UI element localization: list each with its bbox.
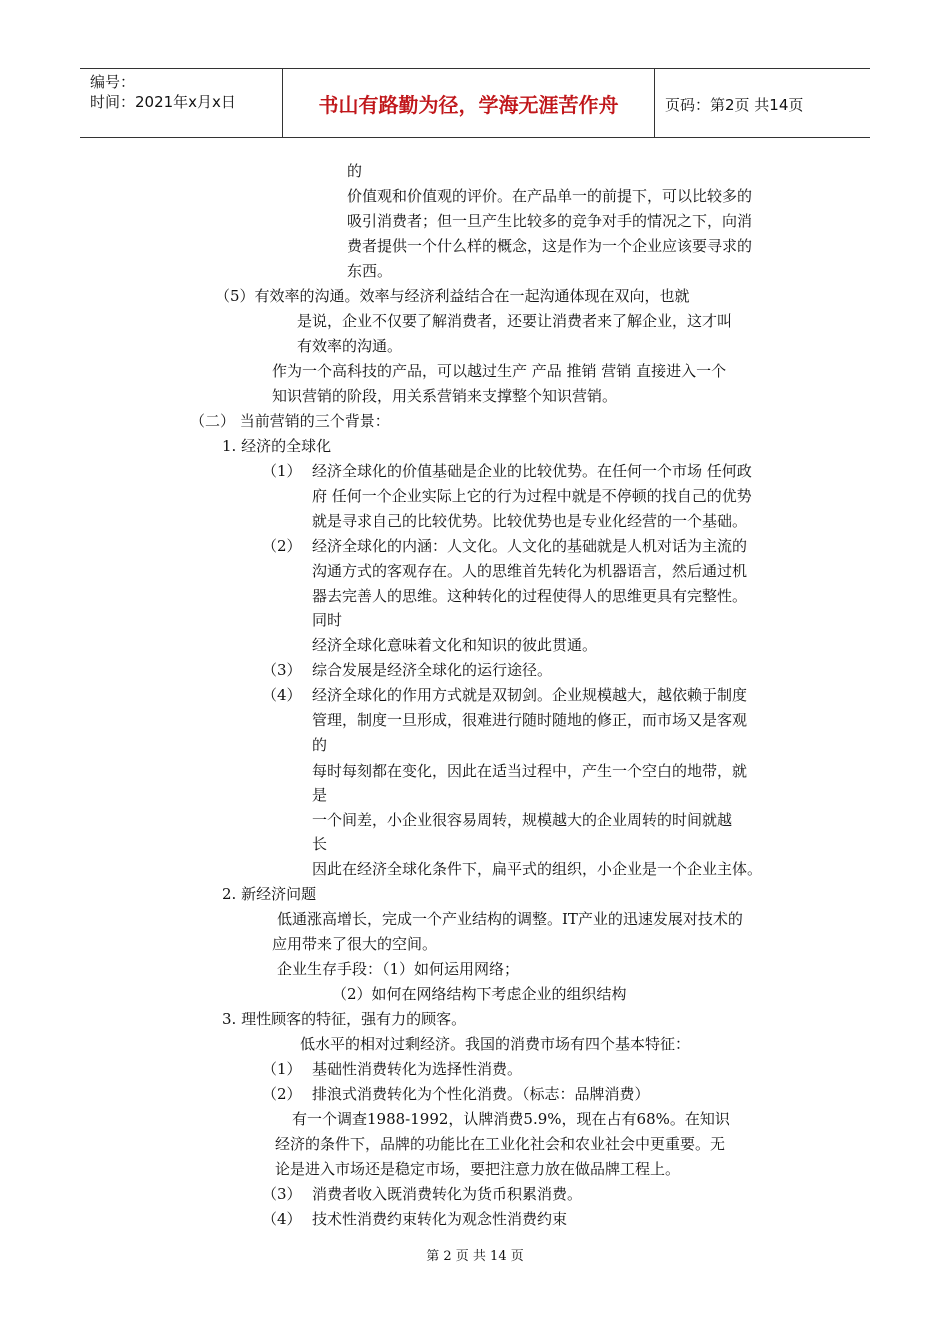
item-number: （4） (262, 686, 302, 704)
text-line: 基础性消费转化为选择性消费。 (312, 1060, 523, 1078)
subsection-heading: 3. 理性顾客的特征，强有力的顾客。 (222, 1010, 467, 1028)
text-line: 府 任何一个企业实际上它的行为过程中就是不停顿的找自己的优势 (312, 487, 752, 505)
motto: 书山有路勤为径，学海无涯苦作舟 (283, 69, 655, 137)
text-line: 同时 (312, 611, 343, 629)
text-line: 沟通方式的客观存在。人的思维首先转化为机器语言，然后通过机 (312, 562, 748, 580)
section-heading: （二） 当前营销的三个背景： (190, 412, 390, 430)
text-line: 有一个调查1988-1992，认牌消费5.9%，现在占有68%。在知识 (292, 1110, 730, 1128)
text-line: 低通涨高增长，完成一个产业结构的调整。IT产业的迅速发展对技术的 (277, 910, 743, 928)
header-table (80, 68, 870, 138)
number-label: 编号： (90, 73, 136, 91)
text-line: 吸引消费者；但一旦产生比较多的竞争对手的情况之下，向消 (347, 212, 753, 230)
text-line: 一个间差，小企业很容易周转，规模越大的企业周转的时间就越 (312, 811, 733, 829)
subsection-heading: 1. 经济的全球化 (222, 437, 332, 455)
item-number: （1） (262, 1060, 302, 1078)
text-line: 经济全球化的内涵：人文化。人文化的基础就是人机对话为主流的 (312, 537, 748, 555)
text-line: 管理，制度一旦形成，很难进行随时随地的修正，而市场又是客观 (312, 711, 748, 729)
text-line: 消费者收入既消费转化为货币积累消费。 (312, 1185, 583, 1203)
item-number: （3） (262, 661, 302, 679)
item-number: （2） (262, 537, 302, 555)
item-number: （2） (262, 1085, 302, 1103)
page-number-label: 页码：第2页 共14页 (665, 96, 804, 114)
text-line: （2）如何在网络结构下考虑企业的组织结构 (332, 985, 627, 1003)
text-line: 经济全球化的作用方式就是双韧剑。企业规模越大，越依赖于制度 (312, 686, 748, 704)
text-line: 器去完善人的思维。这种转化的过程使得人的思维更具有完整性。 (312, 587, 748, 605)
text-line: 因此在经济全球化条件下，扁平式的组织，小企业是一个企业主体。 (312, 860, 763, 878)
text-line: 排浪式消费转化为个性化消费。（标志：品牌消费） (312, 1085, 650, 1103)
text-line: 经济全球化意味着文化和知识的彼此贯通。 (312, 636, 598, 654)
subsection-heading: 2. 新经济问题 (222, 885, 317, 903)
text-line: 的 (347, 162, 363, 180)
text-line: 综合发展是经济全球化的运行途径。 (312, 661, 553, 679)
text-line: 经济的条件下，品牌的功能比在工业化社会和农业社会中更重要。无 (275, 1135, 726, 1153)
text-line: 低水平的相对过剩经济。我国的消费市场有四个基本特征： (300, 1035, 691, 1053)
header-meta-cell (80, 69, 283, 137)
text-line: 的 (312, 736, 328, 754)
page-footer: 第 2 页 共 14 页 (426, 1249, 524, 1264)
text-line: 长 (312, 835, 328, 853)
item-number: （4） (262, 1210, 302, 1228)
text-line: 东西。 (347, 262, 393, 280)
text-line: 论是进入市场还是稳定市场，要把注意力放在做品牌工程上。 (275, 1160, 681, 1178)
text-line: 知识营销的阶段，用关系营销来支撑整个知识营销。 (272, 387, 618, 405)
text-line: 作为一个高科技的产品，可以越过生产 产品 推销 营销 直接进入一个 (272, 362, 727, 380)
text-line: 是说，企业不仅要了解消费者，还要让消费者来了解企业，这才叫 (297, 312, 733, 330)
item-number: （1） (262, 462, 302, 480)
text-line: 经济全球化的价值基础是企业的比较优势。在任何一个市场 任何政 (312, 462, 752, 480)
text-line: 有效率的沟通。 (297, 337, 403, 355)
item-number: （3） (262, 1185, 302, 1203)
text-line: 就是寻求自己的比较优势。比较优势也是专业化经营的一个基础。 (312, 512, 748, 530)
text-line: 企业生存手段：（1）如何运用网络； (277, 960, 520, 978)
text-line: 费者提供一个什么样的概念，这是作为一个企业应该要寻求的 (347, 237, 753, 255)
text-line: 技术性消费约束转化为观念性消费约束 (312, 1210, 568, 1228)
text-line: 每时每刻都在变化，因此在适当过程中，产生一个空白的地带，就 (312, 762, 748, 780)
text-line: 是 (312, 786, 328, 804)
time-label: 时间：2021年x月x日 (90, 93, 236, 111)
text-line: （5）有效率的沟通。效率与经济利益结合在一起沟通体现在双向，也就 (215, 287, 690, 305)
text-line: 应用带来了很大的空间。 (272, 935, 438, 953)
text-line: 价值观和价值观的评价。在产品单一的前提下，可以比较多的 (347, 187, 753, 205)
